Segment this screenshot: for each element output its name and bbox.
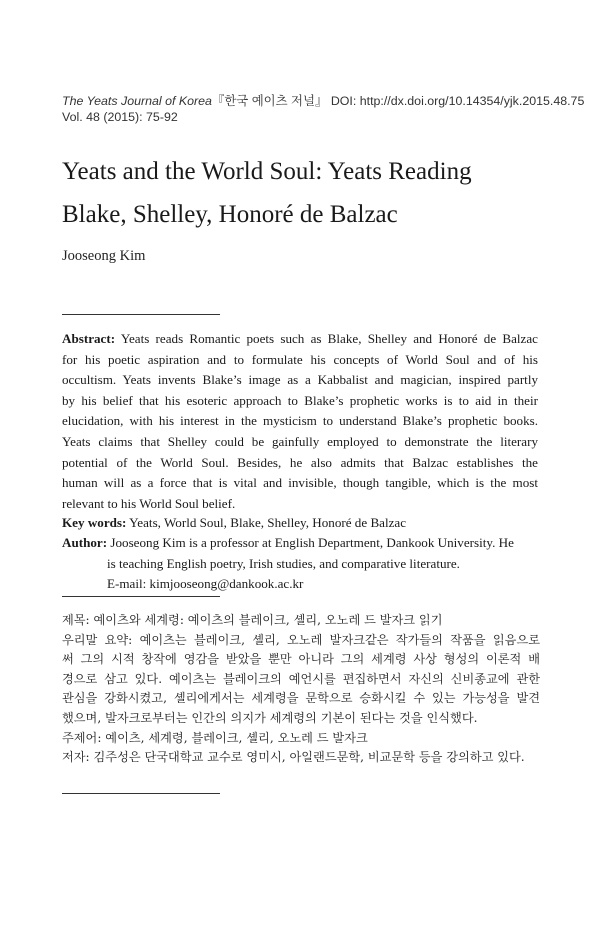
korean-author-label: 저자:: [62, 750, 90, 765]
korean-title: 제목: 예이츠와 세계령: 예이츠의 블레이크, 셸리, 오노레 드 발자크 읽기: [62, 613, 443, 627]
keywords: [62, 513, 538, 534]
korean-author: 저자: 김주성은 단국대학교 교수로 영미시, 아일랜드문학, 비교문학 등을 강의하고 있다.: [62, 750, 525, 765]
divider-bottom: [62, 793, 220, 794]
keywords-text: Yeats, World Soul, Blake, Shelley, Honoré de Balzac: [126, 515, 407, 530]
divider-middle: [62, 596, 220, 597]
author-email[interactable]: E-mail: kimjooseong@dankook.ac.kr: [107, 576, 304, 592]
korean-summary-line: 경으로 삼고 있다. 예이츠는 블레이크의 예언시를 편집하면서 자신의 신비종교에 관한: [62, 671, 540, 686]
abstract-line: relevant to his World Soul belief.: [62, 495, 236, 511]
article-title: [62, 150, 552, 236]
abstract-line: Abstract: Yeats reads Romantic poets such as Blake, Shelley and Honoré de Balzac: [62, 331, 538, 346]
korean-keywords: 주제어: 예이츠, 세계령, 블레이크, 셸리, 오노레 드 발자크: [62, 730, 368, 745]
korean-keywords-label: 주제어:: [62, 730, 102, 745]
volume-info: Vol. 48 (2015): 75-92: [62, 110, 178, 124]
abstract-label: Abstract:: [62, 331, 116, 346]
journal-header: [62, 93, 585, 125]
abstract-line: elucidation, with his interest in the mysticism to understand Blake’s prophetic books.: [62, 413, 538, 429]
doi-link[interactable]: DOI: http://dx.doi.org/10.14354/yjk.2015.48.75: [330, 94, 585, 108]
keywords-label: Key words:: [62, 515, 127, 530]
korean-summary-line: 써 그의 시적 창작에 영감을 받았을 뿐만 아니라 그의 세계령 사상 형성의 이론적 배: [62, 652, 540, 667]
divider-top: [62, 314, 220, 315]
author-info-line-2: is teaching English poetry, Irish studies, and comparative literature.: [107, 555, 460, 571]
author-info-line-1: Jooseong Kim is a professor at English Department, Dankook University. He: [107, 535, 514, 550]
korean-summary-line: 우리말 요약: 예이츠는 블레이크, 셸리, 오노레 발자크같은 작가들의 작품을 읽음으로: [62, 632, 540, 647]
korean-summary-line: 했으며, 발자크로부터는 인간의 의지가 세계령의 기본이 된다는 것을 인식했다.: [62, 710, 478, 725]
article-title-line-2: Blake, Shelley, Honoré de Balzac: [62, 201, 398, 228]
abstract-line: for his poetic aspiration and to formulate his concepts of World Soul and of his: [62, 351, 538, 367]
journal-citation-line: [62, 93, 585, 109]
author-name: Jooseong Kim: [62, 248, 146, 264]
korean-summary-label: 우리말 요약:: [62, 632, 133, 647]
journal-korean-name: 『한국 예이츠 저널』: [211, 94, 328, 108]
korean-summary-block: [62, 611, 540, 768]
journal-name: The Yeats Journal of Korea: [62, 94, 212, 108]
article-title-line-1: Yeats and the World Soul: Yeats Reading: [62, 158, 472, 185]
korean-title-label: 제목:: [62, 613, 90, 627]
author-info: [62, 533, 538, 595]
abstract-line: Yeats claims that Shelley could be gainfully employed to demonstrate the literary: [62, 433, 538, 449]
abstract-line: occultism. Yeats invents Blake’s image as a Kabbalist and magician, inspired partly: [62, 372, 538, 388]
abstract-line: by his belief that his esoteric approach to Blake’s prophetic works is to aid in their: [62, 392, 538, 408]
author-info-label: Author:: [62, 535, 108, 550]
abstract-line: human will as a force that is vital and invisible, though tangible, which is the most: [62, 475, 538, 491]
abstract-line: potential of the World Soul. Besides, he also admits that Balzac establishes the: [62, 454, 538, 470]
korean-summary-line: 관심을 강화시켰고, 셸리에게서는 세계령을 문학으로 승화시킬 수 있는 가능성을 발견: [62, 691, 540, 706]
abstract: [62, 329, 538, 514]
